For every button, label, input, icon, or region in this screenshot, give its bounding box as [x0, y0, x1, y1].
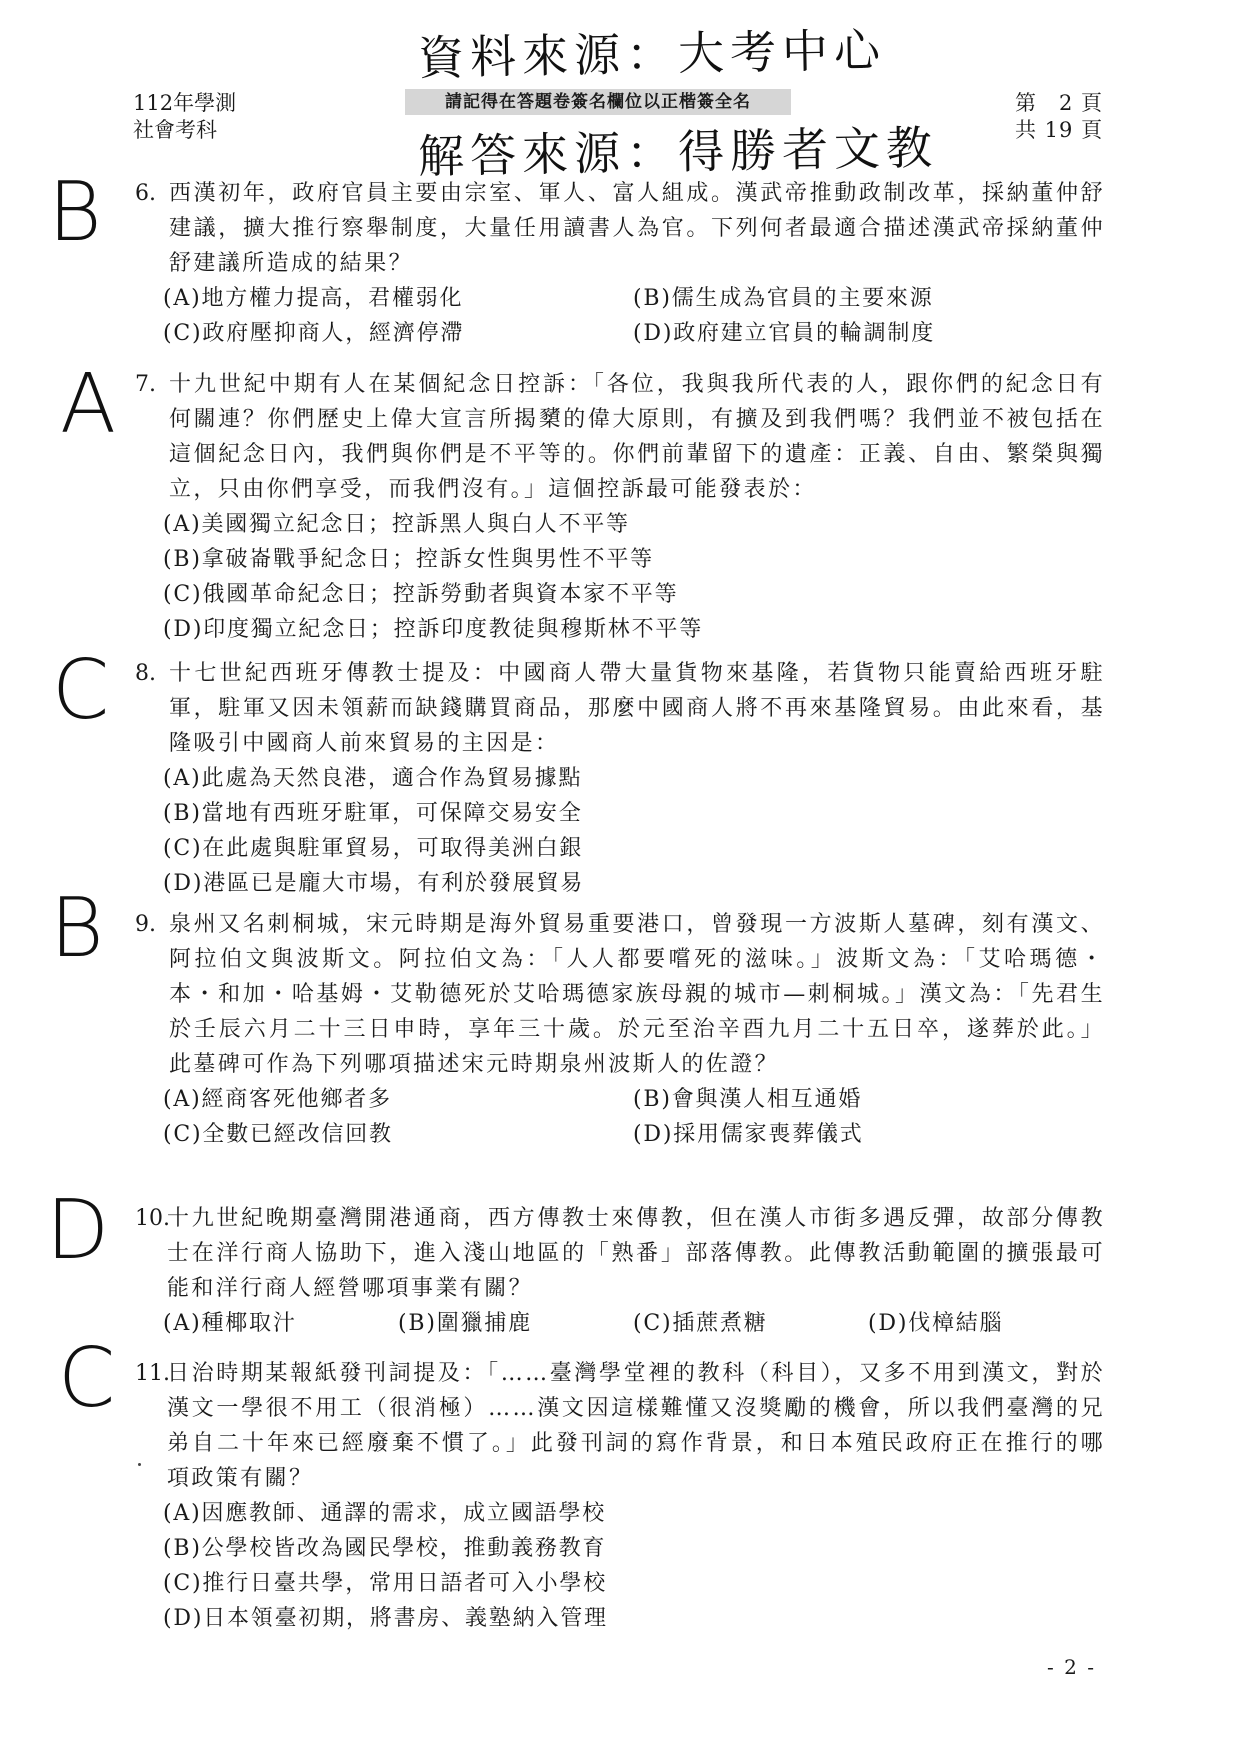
option-c: (C)政府壓抑商人，經濟停滯 [163, 321, 465, 346]
question-text: 日治時期某報紙發刊詞提及：「……臺灣學堂裡的教科（科目），又多不用到漢文，對於漢文一學很不用工（很消極）……漢文因這樣難懂又沒獎勵的機會，所以我們臺灣的兄弟自二十年來已經廢棄不慣了。」此發刊詞的寫作背景，和日本殖民政府正在推行的哪項政策有關？ [167, 1361, 1105, 1491]
total-pages-label: 共 19 頁 [1015, 118, 1104, 142]
question-number: 9. [135, 912, 156, 937]
options [163, 507, 1105, 647]
option-b: (B)圍獵捕鹿 [398, 1311, 532, 1336]
footer-page-number: - 2 - [1047, 1655, 1096, 1679]
page-label: 第 2 頁 [1015, 91, 1104, 115]
option-a: (A)經商客死他鄉者多 [163, 1087, 392, 1112]
answer-mark-q10: D [46, 1183, 110, 1278]
question-8 [135, 656, 1105, 901]
option-c: (C)全數已經改信回教 [163, 1122, 393, 1147]
question-text: 泉州又名刺桐城，宋元時期是海外貿易重要港口，曾發現一方波斯人墓碑，刻有漢文、阿拉伯文與波斯文。阿拉伯文為：「人人都要嚐死的滋味。」波斯文為：「艾哈瑪德・本・和加・哈基姆・艾勒德死於艾哈瑪德家族母親的城市—刺桐城。」漢文為：「先君生於壬辰六月二十三日申時，享年三十歲。於元至治辛酉九月二十五日卒，遂葬於此。」此墓碑可作為下列哪項描述宋元時期泉州波斯人的佐證？ [169, 912, 1105, 1077]
option-d: (D)港區已是龐大市場，有利於發展貿易 [163, 871, 585, 896]
options [163, 1082, 1105, 1152]
answer-mark-q8: C [52, 643, 110, 738]
options [163, 281, 1105, 351]
options [163, 761, 1105, 901]
question-9 [135, 907, 1105, 1152]
option-a: (A)因應教師、通譯的需求，成立國語學校 [163, 1501, 607, 1526]
stray-dot [138, 1463, 141, 1466]
question-number: 6. [135, 181, 156, 206]
answer-mark-q6: B [48, 165, 102, 260]
question-number: 11. [135, 1361, 170, 1386]
option-b: (B)公學校皆改為國民學校，推動義務教育 [163, 1536, 607, 1561]
question-number: 10. [135, 1206, 170, 1231]
option-a: (A)種椰取汁 [163, 1311, 297, 1336]
option-a: (A)美國獨立紀念日；控訴黑人與白人不平等 [163, 512, 630, 537]
handwritten-answer-note: 解答來源：得勝者文教 [417, 120, 939, 184]
option-d: (D)日本領臺初期，將書房、義塾納入管理 [163, 1606, 608, 1631]
option-d: (D)伐樟結腦 [868, 1311, 1004, 1336]
option-c: (C)俄國革命紀念日；控訴勞動者與資本家不平等 [163, 582, 679, 607]
header-right [1015, 90, 1103, 144]
subject: 社會考科 [133, 118, 217, 142]
option-c: (C)推行日臺共學，常用日語者可入小學校 [163, 1571, 608, 1596]
answer-mark-q9: B [50, 881, 104, 976]
option-b: (B)當地有西班牙駐軍，可保障交易安全 [163, 801, 583, 826]
handwritten-source-note: 資料來源：大考中心 [417, 22, 887, 86]
option-d: (D)印度獨立紀念日；控訴印度教徒與穆斯林不平等 [163, 617, 704, 642]
question-11 [135, 1356, 1105, 1636]
answer-mark-q7: A [60, 357, 117, 452]
exam-year: 112年學測 [133, 91, 237, 115]
signature-notice: 請記得在答題卷簽名欄位以正楷簽全名 [405, 89, 791, 115]
option-b: (B)會與漢人相互通婚 [633, 1087, 863, 1112]
question-text: 西漢初年，政府官員主要由宗室、軍人、富人組成。漢武帝推動政制改革，採納董仲舒建議，擴大推行察舉制度，大量任用讀書人為官。下列何者最適合描述漢武帝採納董仲舒建議所造成的結果？ [169, 181, 1105, 276]
option-c: (C)插蔗煮糖 [633, 1311, 768, 1336]
question-text: 十七世紀西班牙傳教士提及：中國商人帶大量貨物來基隆，若貨物只能賣給西班牙駐軍，駐軍又因未領薪而缺錢購買商品，那麼中國商人將不再來基隆貿易。由此來看，基隆吸引中國商人前來貿易的主因是： [169, 661, 1105, 756]
option-b: (B)儒生成為官員的主要來源 [633, 286, 934, 311]
option-d: (D)政府建立官員的輪調制度 [633, 321, 936, 346]
option-a: (A)此處為天然良港，適合作為貿易據點 [163, 766, 583, 791]
question-number: 8. [135, 661, 156, 686]
question-text: 十九世紀晚期臺灣開港通商，西方傳教士來傳教，但在漢人市街多遇反彈，故部分傳教士在洋行商人協助下，進入淺山地區的「熟番」部落傳教。此傳教活動範圍的擴張最可能和洋行商人經營哪項事業有關？ [167, 1206, 1105, 1301]
option-d: (D)採用儒家喪葬儀式 [633, 1122, 864, 1147]
option-b: (B)拿破崙戰爭紀念日；控訴女性與男性不平等 [163, 547, 654, 572]
option-c: (C)在此處與駐軍貿易，可取得美洲白銀 [163, 836, 584, 861]
question-6 [135, 176, 1105, 351]
question-text: 十九世紀中期有人在某個紀念日控訴：「各位，我與我所代表的人，跟你們的紀念日有何關連？你們歷史上偉大宣言所揭櫫的偉大原則，有擴及到我們嗎？我們並不被包括在這個紀念日內，我們與你們是不平等的。你們前輩留下的遺產：正義、自由、繁榮與獨立，只由你們享受，而我們沒有。」這個控訴最可能發表於： [169, 372, 1105, 502]
options [163, 1496, 1105, 1636]
header-left [133, 90, 236, 144]
options [163, 1306, 1105, 1341]
answer-mark-q11: C [58, 1331, 116, 1426]
option-a: (A)地方權力提高，君權弱化 [163, 286, 464, 311]
question-number: 7. [135, 372, 156, 397]
question-7 [135, 367, 1105, 647]
question-10 [135, 1201, 1105, 1341]
